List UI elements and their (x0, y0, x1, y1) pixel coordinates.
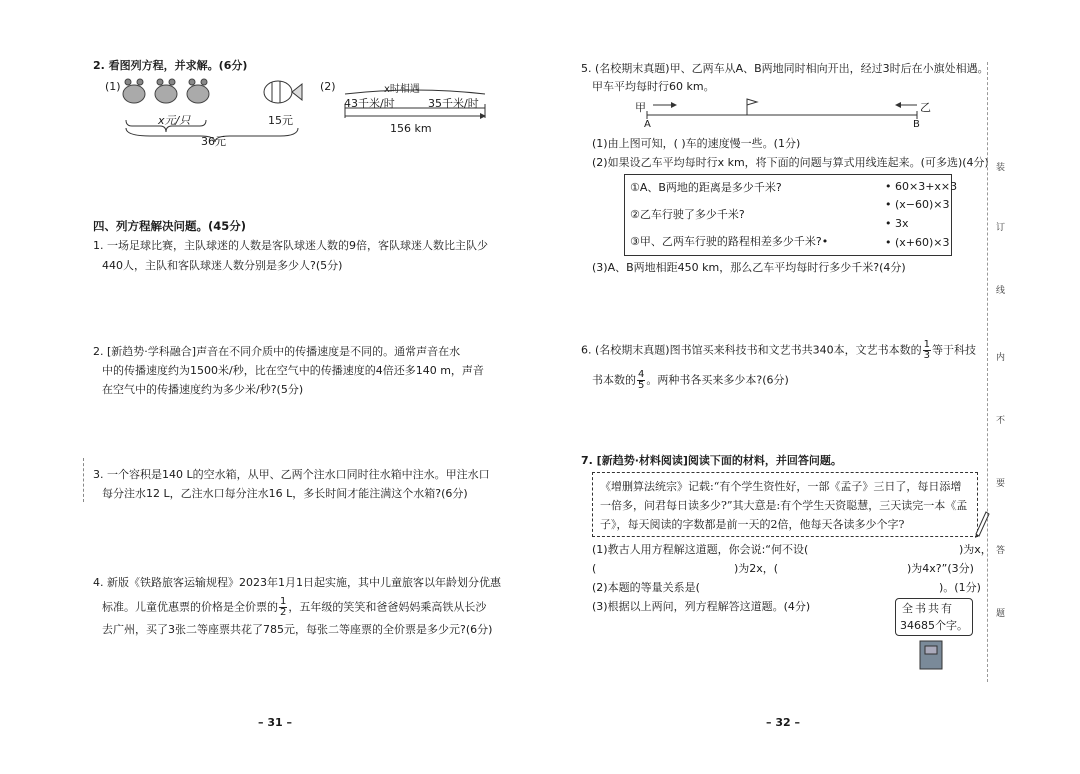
q5-line-2: 甲车平均每时行60 km。 (592, 80, 715, 93)
book-icon (916, 638, 948, 672)
q5-sub2: (2)如果设乙车平均每时行x km，将下面的问题与算式用线连起来。(可多选)(4分) (592, 156, 989, 169)
fraction-numerator: 1 (923, 339, 930, 350)
q6-line-1-start: 6. (名校期末真题)图书馆买来科技书和文艺书共340本，文艺书本数的 (581, 343, 922, 357)
binding-line (987, 62, 988, 682)
speed-a-label: 43千米/时 (344, 97, 395, 110)
material-line-3: 子》，每天阅读的字数都是前一天的2倍，他每天各读多少个字? (600, 518, 905, 531)
q7-s1-tail: )为4x?”(3分) (907, 562, 974, 575)
fraction-half (279, 597, 287, 618)
material-line-2: 一倍多，问君每日读多少?”其大意是:有个学生天资聪慧，三天读完一本《孟 (600, 499, 968, 512)
margin-mark (83, 458, 84, 502)
material-line-1: 《增删算法统宗》记载:“有个学生资性好，一部《孟子》三日了，每日添增 (600, 480, 962, 493)
fish-price-label: 15元 (268, 114, 293, 127)
diagram-2-label: (2) (320, 80, 336, 93)
road-diagram (635, 97, 935, 122)
q6-line-1 (581, 340, 976, 361)
q6-line-2-end: 。两种书各买来多少本?(6分) (646, 373, 789, 387)
matching-formula-4: • (x+60)×3 (885, 236, 950, 249)
q7-s1-middle: )为2x，( (734, 562, 779, 575)
fraction-one-third (923, 340, 931, 361)
q5-line-1: 5. (名校期末真题)甲、乙两车从A、B两地同时相向开出，经过3时后在小旗处相遇。 (581, 62, 989, 75)
q7-s1-start: (1)教古人用方程解这道题，你会说:“何不设( (592, 543, 809, 556)
crab-icon (155, 79, 177, 103)
q7-s2-start: (2)本题的等量关系是( (592, 581, 700, 594)
q3-line-1: 3. 一个容积是140 L的空水箱，从甲、乙两个注水口同时往水箱中注水。甲注水口 (93, 468, 490, 481)
question-2-title: 2. 看图列方程，并求解。(6分) (93, 59, 248, 72)
q5-sub1: (1)由上图可知，( )车的速度慢一些。(1分) (592, 137, 801, 150)
fraction-four-fifths (637, 370, 645, 391)
bubble-line-2: 34685个字。 (900, 619, 968, 632)
q7-s2-end: )。(1分) (939, 581, 981, 594)
distance-label: 156 km (390, 122, 432, 135)
binding-char-4: 内 (996, 353, 1006, 363)
q4-line-2-end: ，五年级的笑笑和爸爸妈妈乘高铁从长沙 (288, 600, 487, 614)
q4-line-2-start: 标准。儿童优惠票的价格是全价票的 (102, 600, 278, 614)
flag-icon (747, 99, 757, 115)
q7-s3: (3)根据以上两问，列方程解答这道题。(4分) (592, 600, 811, 613)
q7-s1-end: )为x， (959, 543, 992, 556)
q2b-line-2: 中的传播速度约为1500米/秒，比在空气中的传播速度的4倍还多140 m，声音 (102, 364, 484, 377)
fraction-denominator: 3 (923, 350, 930, 361)
q7-title: 7. [新趋势·材料阅读]阅读下面的材料，并回答问题。 (581, 454, 842, 467)
section-4-title: 四、列方程解决问题。(45分) (93, 219, 247, 233)
q1-line-1: 1. 一场足球比赛，主队球迷的人数是客队球迷人数的9倍，客队球迷人数比主队少 (93, 239, 488, 252)
crab-price-label: x元/只 (158, 114, 191, 127)
binding-char-5: 不 (996, 416, 1006, 426)
right-page (540, 0, 1080, 774)
binding-char-3: 线 (996, 286, 1006, 296)
total-price-label: 36元 (201, 135, 226, 148)
diagram-1-label: (1) (105, 80, 121, 93)
car-b-label: 乙 (920, 101, 931, 114)
speed-b-label: 35千米/时 (428, 97, 479, 110)
page-number-right: – 32 – (766, 716, 800, 729)
crab-icon (123, 79, 145, 103)
fraction-numerator: 1 (280, 596, 287, 607)
bubble-line-1: 全书共有 (902, 602, 954, 615)
fraction-denominator: 2 (280, 607, 287, 618)
q6-line-1-end: 等于科技 (931, 343, 976, 357)
q7-s1-open: ( (592, 562, 597, 575)
q5-sub3: (3)A、B两地相距450 km，那么乙车平均每时行多少千米?(4分) (592, 261, 906, 274)
fish-icon (264, 81, 302, 103)
matching-question-2: ②乙车行驶了多少千米? (630, 208, 745, 221)
q6-line-2 (592, 370, 789, 391)
matching-formula-1: • 60×3+x×3 (885, 180, 958, 193)
point-a-label: A (644, 119, 651, 130)
q2b-line-3: 在空气中的传播速度约为多少米/秒?(5分) (102, 383, 304, 396)
matching-question-3: ③甲、乙两车行驶的路程相差多少千米?• (630, 235, 829, 248)
binding-char-1: 装 (996, 163, 1006, 173)
q1-line-2: 440人，主队和客队球迷人数分别是多少人?(5分) (102, 259, 343, 272)
matching-question-1: ①A、B两地的距离是多少千米? (630, 181, 782, 194)
binding-char-7: 答 (996, 546, 1006, 556)
q3-line-2: 每分注水12 L，乙注水口每分注水16 L，多长时间才能注满这个水箱?(6分) (102, 487, 468, 500)
fraction-numerator: 4 (638, 369, 645, 380)
q4-line-3: 去广州，买了3张二等座票共花了785元，每张二等座票的全价票是多少元?(6分) (102, 623, 493, 636)
point-b-label: B (913, 119, 920, 130)
q2b-line-1: 2. [新趋势·学科融合]声音在不同介质中的传播速度是不同的。通常声音在水 (93, 345, 461, 358)
fraction-denominator: 5 (638, 380, 645, 391)
q4-line-2 (102, 597, 486, 618)
page-number-left: – 31 – (258, 716, 292, 729)
crab-icon (187, 79, 209, 103)
binding-char-2: 订 (996, 223, 1006, 233)
binding-char-8: 题 (996, 609, 1006, 619)
car-a-label: 甲 (635, 101, 646, 114)
meet-time-label: x时相遇 (384, 84, 420, 95)
matching-formula-2: • (x−60)×3 (885, 198, 950, 211)
q4-line-1: 4. 新版《铁路旅客运输规程》2023年1月1日起实施，其中儿童旅客以年龄划分优惠 (93, 576, 501, 589)
binding-char-6: 要 (996, 479, 1006, 489)
matching-formula-3: • 3x (885, 217, 909, 230)
q6-line-2-start: 书本数的 (592, 373, 636, 387)
